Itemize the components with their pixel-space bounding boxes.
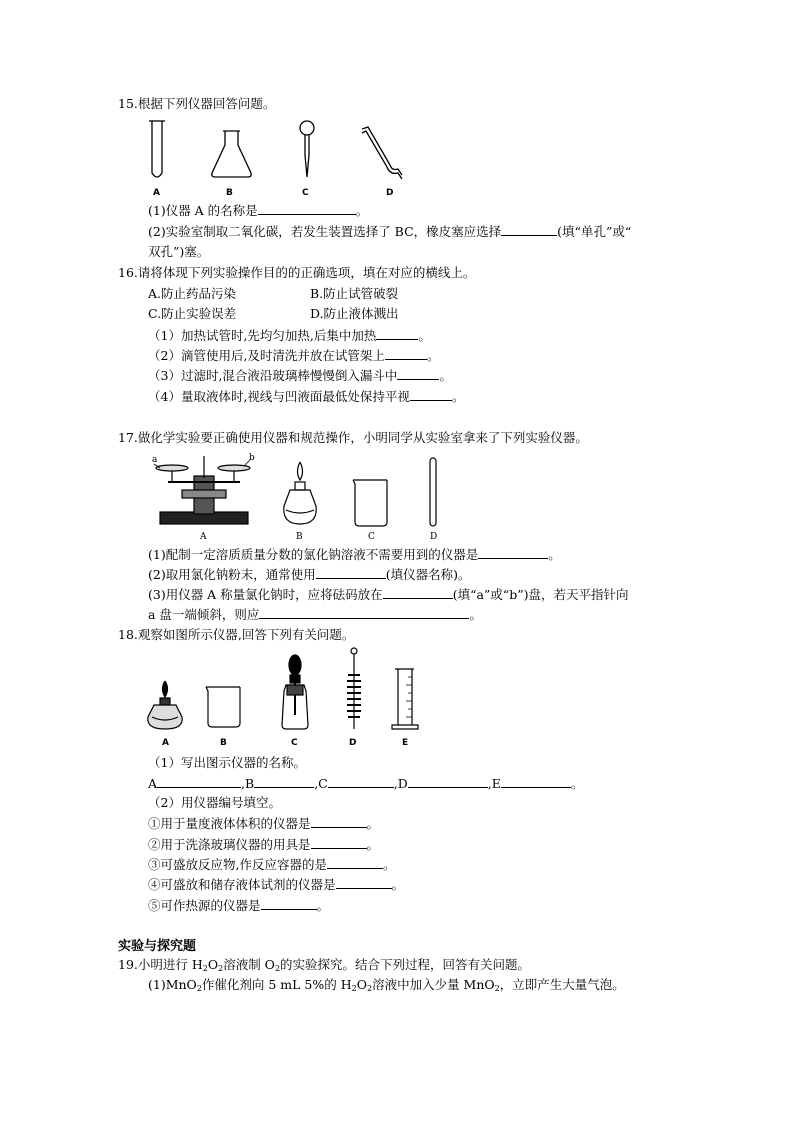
answer-blank[interactable] xyxy=(311,836,367,849)
label-e: E xyxy=(402,738,409,748)
answer-blank[interactable] xyxy=(376,327,418,340)
q18-title: 18.观察如图所示仪器,回答下列有关问题。 xyxy=(118,627,355,642)
glass-rod-icon xyxy=(430,458,436,526)
section-heading: 实验与探究题 xyxy=(118,939,197,954)
q16-option-c: C.防止实验误差 xyxy=(148,306,237,321)
q18-item4: ④可盛放和储存液体试剂的仪器是 。 xyxy=(148,877,405,892)
q15-title: 15.根据下列仪器回答问题。 xyxy=(118,96,276,111)
pan-a-label: a xyxy=(152,455,158,465)
bent-tube-icon xyxy=(362,127,402,179)
label-d: D xyxy=(430,532,438,542)
answer-blank[interactable] xyxy=(259,606,469,619)
label-a: A xyxy=(200,532,207,542)
dropper-funnel-icon xyxy=(300,121,314,177)
q16-item1: （1）加热试管时,先均匀加热,后集中加热 。 xyxy=(148,328,431,343)
q16-item2: （2）滴管使用后,及时清洗并放在试管架上 。 xyxy=(148,348,440,363)
label-a: A xyxy=(162,738,169,748)
alcohol-lamp-icon xyxy=(148,681,182,729)
answer-blank[interactable] xyxy=(311,815,367,828)
answer-blank[interactable] xyxy=(336,876,392,889)
beaker-icon xyxy=(206,687,240,727)
beaker-icon xyxy=(353,480,387,526)
q17-part2: (2)取用氯化钠粉末，通常使用 (填仪器名称)。 xyxy=(148,567,471,582)
label-c: C xyxy=(368,532,375,542)
answer-blank[interactable] xyxy=(316,566,386,579)
answer-blank[interactable] xyxy=(478,546,548,559)
answer-blank[interactable] xyxy=(408,775,488,788)
q18-part2: （2）用仪器编号填空。 xyxy=(148,795,281,810)
answer-blank[interactable] xyxy=(410,388,452,401)
q16-option-b: B.防止试管破裂 xyxy=(310,286,399,301)
alcohol-lamp-icon xyxy=(284,462,316,524)
label-a: A xyxy=(153,188,160,198)
label-b: B xyxy=(296,532,303,542)
q17-figure xyxy=(150,450,460,542)
label-d: D xyxy=(386,188,394,198)
q19-title: 19.小明进行 $H_2O_2$溶液制 $O_2$的实验探究。结合下列过程，回答有关问题。 xyxy=(118,957,531,973)
label-c: C xyxy=(291,738,298,748)
answer-blank[interactable] xyxy=(258,202,356,215)
conical-flask-icon xyxy=(212,131,251,177)
answer-blank[interactable] xyxy=(254,775,314,788)
answer-blank[interactable] xyxy=(261,897,317,910)
q18-part1: （1）写出图示仪器的名称。 xyxy=(148,755,306,770)
q16-title: 16.请将体现下列实验操作目的的正确选项，填在对应的横线上。 xyxy=(118,265,476,280)
q15-figure xyxy=(140,115,420,200)
q16-item4: （4）量取液体时,视线与凹液面最低处保持平视 。 xyxy=(148,389,465,404)
q18-names: A ,B ,C ,D ,E 。 xyxy=(148,776,584,791)
answer-blank[interactable] xyxy=(383,586,453,599)
answer-blank[interactable] xyxy=(501,775,571,788)
q18-figure xyxy=(140,645,430,750)
test-tube-icon xyxy=(149,121,165,177)
answer-blank[interactable] xyxy=(327,856,383,869)
q17-part3-cont: a 盘一端倾斜，则应 。 xyxy=(148,607,482,622)
label-b: B xyxy=(220,738,227,748)
label-c: C xyxy=(302,188,309,198)
q18-item1: ①用于量度液体体积的仪器是 。 xyxy=(148,816,380,831)
q18-item3: ③可盛放反应物,作反应容器的是 。 xyxy=(148,857,396,872)
q19-part1: (1)MnO$_2$作催化剂向 5 mL 5%的 $H_2O_2$溶液中加入少量 MnO$_2$，立即产生大量气泡。 xyxy=(148,977,625,993)
q17-part1: (1)配制一定溶质质量分数的氯化钠溶液不需要用到的仪器是 。 xyxy=(148,547,561,562)
measuring-cylinder-icon xyxy=(392,669,418,729)
q15-part1: (1)仪器 A 的名称是 。 xyxy=(148,203,369,218)
pan-b-label: b xyxy=(249,453,255,463)
balance-icon xyxy=(154,456,250,524)
q17-part3: (3)用仪器 A 称量氯化钠时，应将砝码放在 (填“a”或“b”)盘，若天平指针向 xyxy=(148,587,629,602)
answer-blank[interactable] xyxy=(157,775,241,788)
answer-blank[interactable] xyxy=(328,775,394,788)
answer-blank[interactable] xyxy=(397,367,439,380)
answer-blank[interactable] xyxy=(385,347,427,360)
q18-item5: ⑤可作热源的仪器是 。 xyxy=(148,898,330,913)
q18-item2: ②用于洗涤玻璃仪器的用具是 。 xyxy=(148,837,380,852)
label-d: D xyxy=(349,738,357,748)
label-b: B xyxy=(226,188,233,198)
q15-part2-cont: 双孔”)塞。 xyxy=(148,244,210,259)
figure-labels xyxy=(153,188,393,198)
q16-option-a: A.防止药品污染 xyxy=(148,286,237,301)
q15-part2: (2)实验室制取二氧化碳，若发生装置选择了 BC，橡皮塞应选择 (填“单孔”或“ xyxy=(148,224,632,239)
q16-item3: （3）过滤时,混合液沿玻璃棒慢慢倒入漏斗中 。 xyxy=(148,368,452,383)
answer-blank[interactable] xyxy=(501,223,557,236)
q16-option-d: D.防止液体溅出 xyxy=(310,306,399,321)
test-tube-brush-icon xyxy=(347,648,361,729)
q17-title: 17.做化学实验要正确使用仪器和规范操作，小明同学从实验室拿来了下列实验仪器。 xyxy=(118,430,588,445)
dropping-bottle-icon xyxy=(282,655,308,729)
